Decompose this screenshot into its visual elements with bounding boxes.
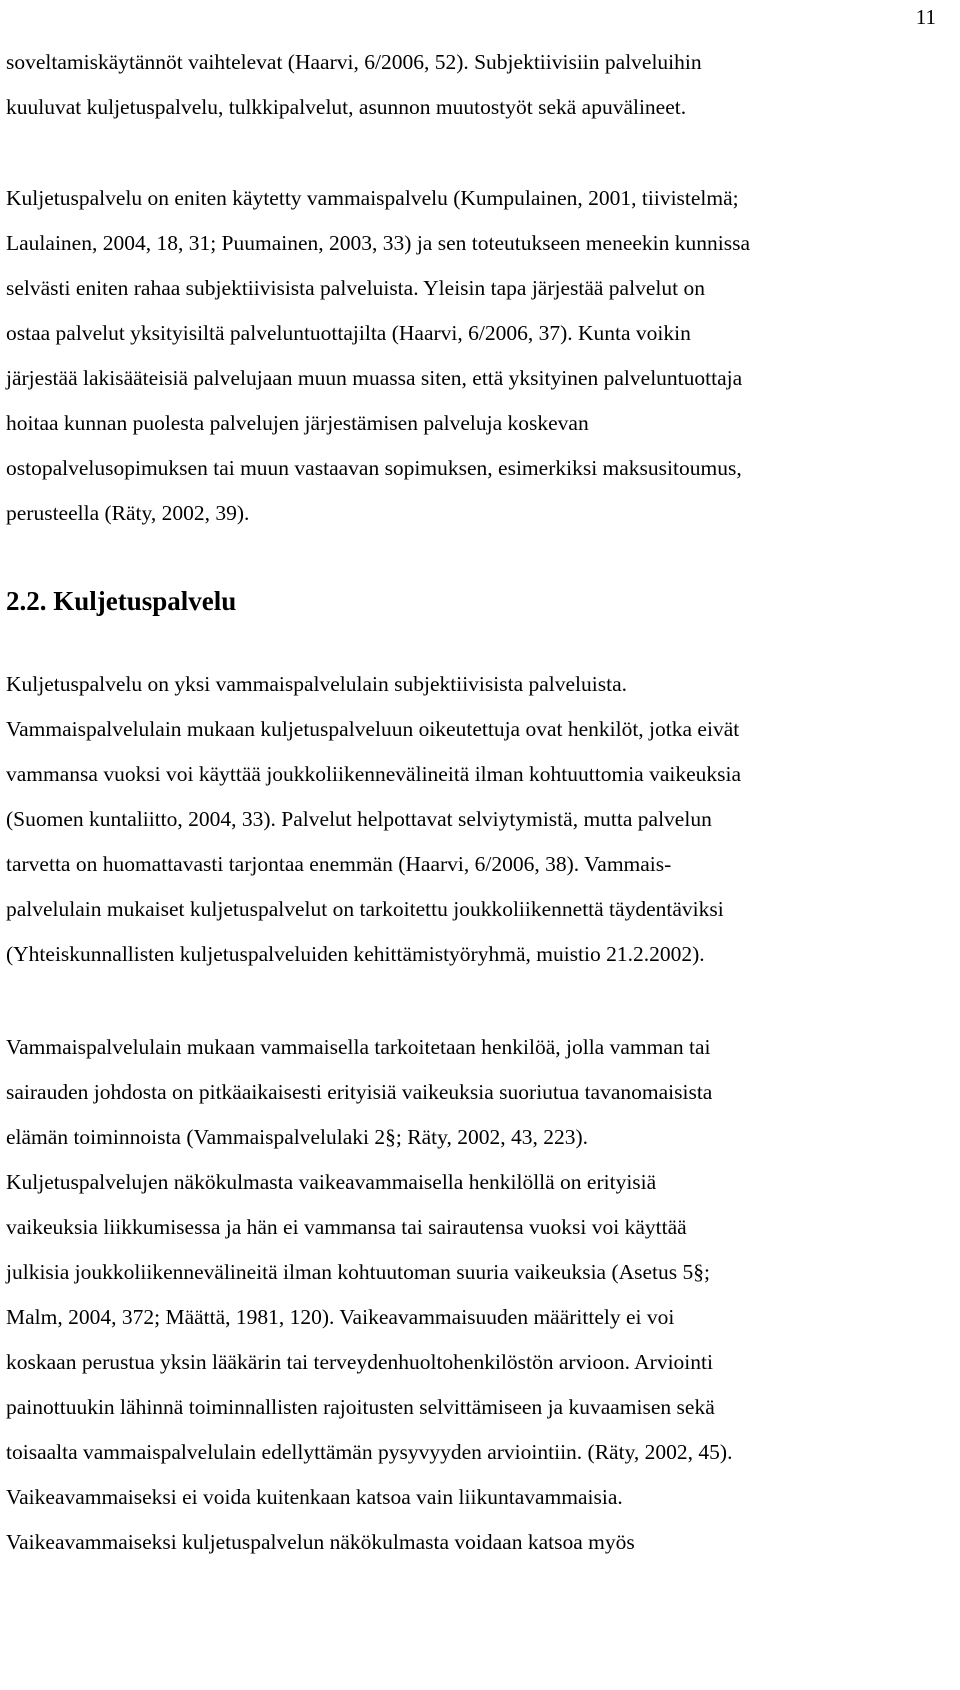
page-number: 11 (915, 5, 936, 29)
text-line: Laulainen, 2004, 18, 31; Puumainen, 2003, 33) ja sen toteutukseen meneekin kunnissa (6, 231, 750, 255)
text-line: toisaalta vammaispalvelulain edellyttämän pysyvyyden arviointiin. (Räty, 2002, 45). (6, 1440, 733, 1464)
text-line: vammansa vuoksi voi käyttää joukkoliikennevälineitä ilman kohtuuttomia vaikeuksia (6, 762, 742, 786)
text-line: Vammaispalvelulain mukaan vammaisella tarkoitetaan henkilöä, jolla vamman tai (6, 1035, 711, 1059)
text-line: koskaan perustua yksin lääkärin tai terveydenhuoltohenkilöstön arvioon. Arviointi (6, 1350, 713, 1374)
text-line: palvelulain mukaiset kuljetuspalvelut on tarkoitettu joukkoliikennettä täydentäviksi (6, 897, 724, 921)
paragraph-intro (6, 40, 946, 130)
text-line: hoitaa kunnan puolesta palvelujen järjestämisen palveluja koskevan (6, 411, 589, 435)
paragraph-transport-usage (6, 176, 946, 536)
text-line: painottuukin lähinnä toiminnallisten rajoitusten selvittämiseen ja kuvaamisen sekä (6, 1395, 715, 1419)
paragraph-transport-service (6, 662, 946, 977)
text-line: (Suomen kuntaliitto, 2004, 33). Palvelut helpottavat selviytymistä, mutta palvelun (6, 807, 712, 831)
text-line: julkisia joukkoliikennevälineitä ilman kohtuutoman suuria vaikeuksia (Asetus 5§; (6, 1260, 710, 1284)
text-line: kuuluvat kuljetuspalvelu, tulkkipalvelut, asunnon muutostyöt sekä apuvälineet. (6, 95, 687, 119)
text-line: Kuljetuspalvelujen näkökulmasta vaikeavammaisella henkilöllä on erityisiä (6, 1170, 657, 1194)
text-line: vaikeuksia liikkumisessa ja hän ei vammansa tai sairautensa vuoksi voi käyttää (6, 1215, 687, 1239)
text-line: Kuljetuspalvelu on yksi vammaispalvelulain subjektiivisista palveluista. (6, 672, 628, 696)
text-line: perusteella (Räty, 2002, 39). (6, 501, 250, 525)
text-line: sairauden johdosta on pitkäaikaisesti erityisiä vaikeuksia suoriutua tavanomaisista (6, 1080, 713, 1104)
text-line: Kuljetuspalvelu on eniten käytetty vammaispalvelu (Kumpulainen, 2001, tiivistelmä; (6, 186, 739, 210)
text-line: ostopalvelusopimuksen tai muun vastaavan sopimuksen, esimerkiksi maksusitoumus, (6, 456, 742, 480)
text-line: soveltamiskäytännöt vaihtelevat (Haarvi, 6/2006, 52). Subjektiivisiin palveluihin (6, 50, 702, 74)
text-line: Vammaispalvelulain mukaan kuljetuspalveluun oikeutettuja ovat henkilöt, jotka eivät (6, 717, 740, 741)
text-line: Malm, 2004, 372; Määttä, 1981, 120). Vaikeavammaisuuden määrittely ei voi (6, 1305, 675, 1329)
text-line: selvästi eniten rahaa subjektiivisista palveluista. Yleisin tapa järjestää palvelut on (6, 276, 705, 300)
text-line: Vaikeavammaiseksi ei voida kuitenkaan katsoa vain liikuntavammaisia. (6, 1485, 623, 1509)
text-line: järjestää lakisääteisiä palvelujaan muun muassa siten, että yksityinen palveluntuottaja (6, 366, 743, 390)
text-line: (Yhteiskunnallisten kuljetuspalveluiden kehittämistyöryhmä, muistio 21.2.2002). (6, 942, 705, 966)
document-body (6, 40, 946, 1565)
text-line: Vaikeavammaiseksi kuljetuspalvelun näkökulmasta voidaan katsoa myös (6, 1530, 635, 1554)
paragraph-disability-definition (6, 1025, 946, 1565)
text-line: elämän toiminnoista (Vammaispalvelulaki 2§; Räty, 2002, 43, 223). (6, 1125, 588, 1149)
text-line: tarvetta on huomattavasti tarjontaa enemmän (Haarvi, 6/2006, 38). Vammais- (6, 852, 672, 876)
text-line: ostaa palvelut yksityisiltä palveluntuottajilta (Haarvi, 6/2006, 37). Kunta voikin (6, 321, 691, 345)
section-heading: 2.2. Kuljetuspalvelu (6, 586, 237, 616)
